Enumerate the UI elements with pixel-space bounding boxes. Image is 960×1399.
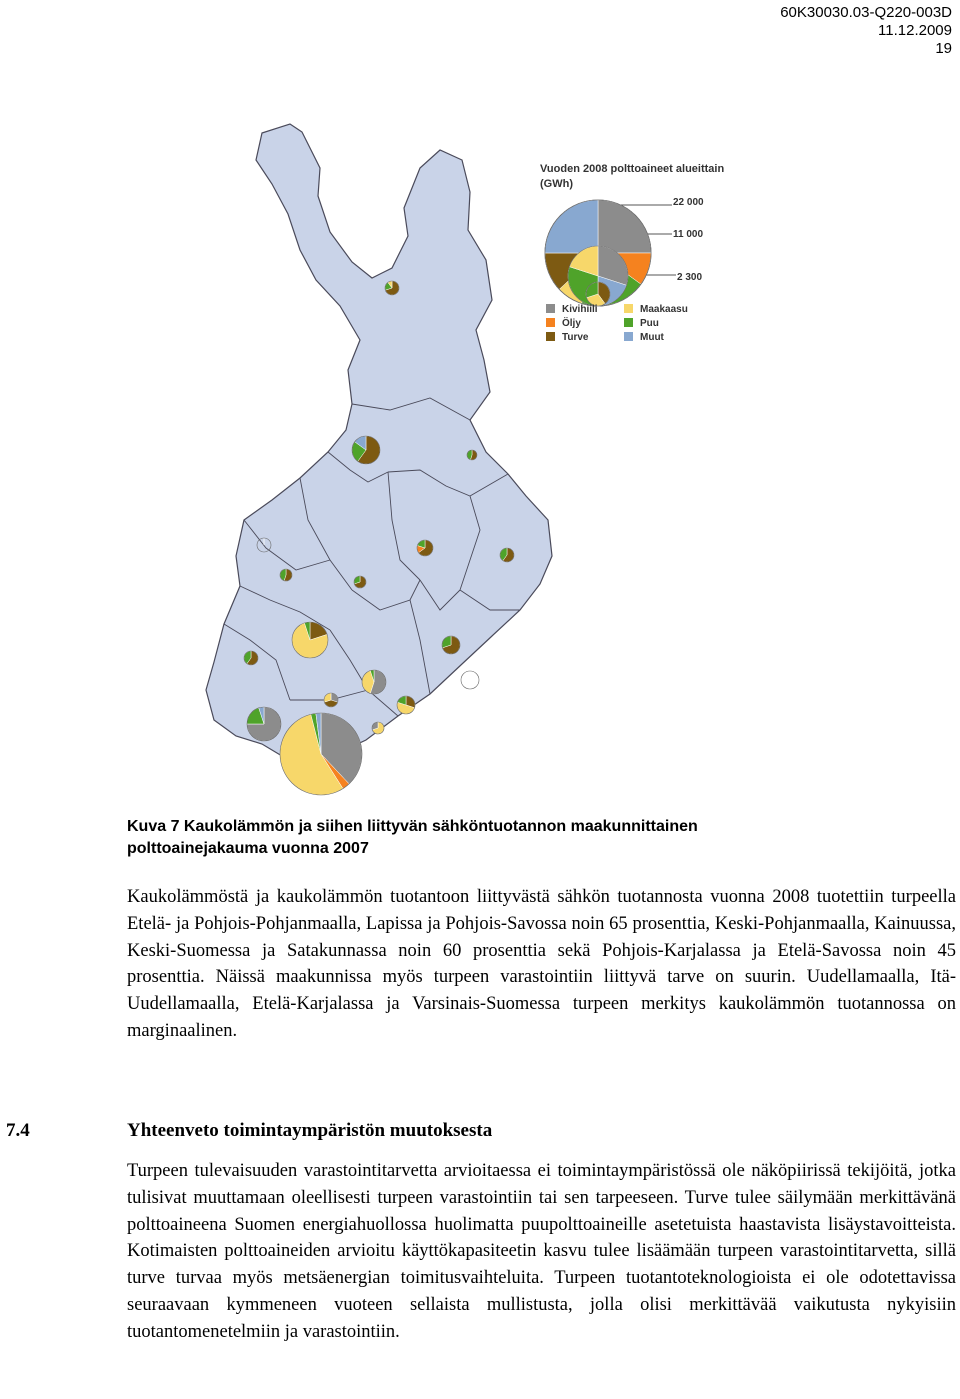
legend-label: Turve xyxy=(562,332,589,343)
region-pie xyxy=(467,450,477,460)
fuel-legend xyxy=(546,304,688,343)
legend-swatch xyxy=(546,332,555,341)
region-pie xyxy=(417,540,433,556)
document-date: 11.12.2009 xyxy=(878,22,952,39)
section-title: Yhteenveto toimintaympäristön muutoksesta xyxy=(127,1120,493,1141)
legend-swatch xyxy=(546,304,555,313)
region-pie xyxy=(461,671,479,689)
legend-swatch xyxy=(624,332,633,341)
legend-label: Kivihiili xyxy=(562,304,598,315)
legend-swatch xyxy=(546,318,555,327)
scale-pie-small xyxy=(586,282,610,306)
region-pie xyxy=(442,636,460,654)
legend-title-line2: (GWh) xyxy=(540,178,573,190)
caption-line-1: Kuva 7 Kaukolämmön ja siihen liittyvän sähköntuotannon maakunnittainen xyxy=(127,818,698,835)
legend-label: Öljy xyxy=(562,318,581,329)
legend-title-line1: Vuoden 2008 polttoaineet alueittain xyxy=(540,163,725,175)
region-pie xyxy=(292,622,328,658)
region-pie xyxy=(280,569,292,581)
section-number: 7.4 xyxy=(6,1120,30,1141)
region-pie xyxy=(247,707,281,741)
region-pie xyxy=(280,713,362,795)
legend-label: Puu xyxy=(640,318,659,329)
scale-pies xyxy=(545,200,651,306)
region-pie xyxy=(352,436,380,464)
region-pie xyxy=(385,281,399,295)
legend-label: Muut xyxy=(640,332,664,343)
document-id: 60K30030.03-Q220-003D xyxy=(780,4,952,21)
scale-value-medium: 11 000 xyxy=(673,229,704,240)
legend-label: Maakaasu xyxy=(640,304,688,315)
finland-map-outline xyxy=(206,124,552,762)
caption-line-2: polttoainejakauma vuonna 2007 xyxy=(127,840,369,857)
region-pie xyxy=(324,693,338,707)
legend-swatch xyxy=(624,318,633,327)
region-pie xyxy=(397,696,415,714)
region-pie xyxy=(372,722,384,734)
region-pie xyxy=(244,651,258,665)
paragraph-summary: Turpeen tulevaisuuden varastointitarvetta arvioitaessa ei toimintaympäristössä ole näköpiirissä tekijöitä, jotka tulisivat muuttamaan oleellisesti turpeen varastointiin tai sen tarpeeseen. Turve tulee säilymään merkittävänä polttoaineena Suomen energiahuollossa huolimatta puupolttoaineille asetetuista haastavista lisäystavoitteista. Kotimaisten polttoaineiden arvioitu käyttökapasiteetin kasvu tulee lisäämään turpeen varastointitarvetta, sillä turve turvaa myös metsäenergian toimitusvaihteluita. Turpeen tuotantoteknologioista ei ole odotettavissa seuraavaan kymmeneen vuoteen sellaista mullistusta, jolla olisi merkittävää vaikutusta nykyisiin tuotantomenetelmiin ja varastointiin. xyxy=(127,1161,956,1342)
region-pie xyxy=(500,548,514,562)
pie-slice xyxy=(545,200,598,253)
legend-swatch xyxy=(624,304,633,313)
finland-map-svg xyxy=(150,80,750,810)
page-number: 19 xyxy=(935,40,952,57)
scale-value-large: 22 000 xyxy=(673,197,704,208)
paragraph-district-heating: Kaukolämmöstä ja kaukolämmön tuotantoon liittyvästä sähkön tuotannosta vuonna 2008 tuotettiin turpeella Etelä- ja Pohjois-Pohjanmaalla, Lapissa ja Pohjois-Savossa noin 65 prosenttia, Keski-Pohjanmaalla, Kainuussa, Keski-Suomessa ja Satakunnassa noin 60 prosenttia sekä Pohjois-Karjalassa ja Etelä-Savossa noin 45 prosenttia. Näissä maakunnissa myös turpeen varastointiin liittyvä tarve on suurin. Uudellamaalla, Itä-Uudellamaalla, Etelä-Karjalassa ja Varsinais-Suomessa turpeen merkitys kaukolämmön tuotannossa on marginaalinen. xyxy=(127,887,956,1041)
figure-caption xyxy=(127,816,827,860)
region-pie xyxy=(354,576,366,588)
scale-value-small: 2 300 xyxy=(677,272,703,283)
region-pie xyxy=(362,670,386,694)
finland-fuel-map-figure xyxy=(150,80,750,810)
page-header xyxy=(780,4,952,58)
pie-slice xyxy=(598,200,651,253)
